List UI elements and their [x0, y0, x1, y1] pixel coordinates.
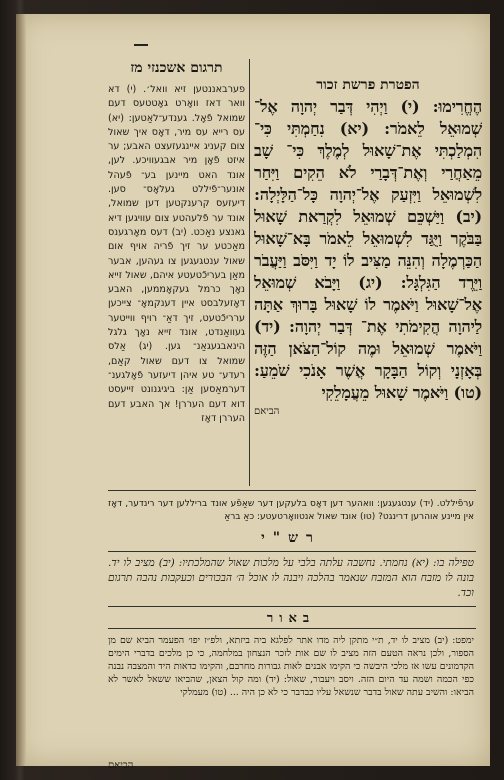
- rashi-heading: רש"י: [261, 530, 321, 546]
- haftarah-heading: הפטרת פרשת זכור: [316, 77, 420, 93]
- rule-divider: [108, 490, 476, 491]
- book-page: [16, 14, 490, 771]
- yiddish-translation-column: [108, 59, 245, 486]
- footnote-text: ערפֿיללט. (יד) ענטגעגען: וואהער דען דאָס בלעקען דער שאַפֿע אונד בריללען דער רינדער, דאָז אין מיינע אוהרען דרינגט? (טו) אונד שאול אנטוואָרטעטע: כאַ בראַ: [108, 499, 474, 522]
- page-gutter: [16, 14, 26, 766]
- biur-commentary: ימפט: (יב) מציב לו יד, ת״י מתקן ליה מדו אתר לפלגא ביה ביזתא, ולפ״ז יפו׳ הפעמר הביא שם מן הספור, ולכן נראה הטעם הזה מציב לו שם אות לזכר הנצחון במלחמה, כי כן מלכים בדברי הימים הקדמונים עשו אז מלכי היבשה כי הקימו אבנים לאות גבורות מחרבם, והקימו כדאות היד והמצבה נבנה כפי הכמה ושמה עד היום הזה. ויסב ויעבור, שאול: (יד) ומה קול הצאן, שהביאו ששאל לאשר לא הביאו: והשיב עתה שאול בדבר שנשאל עליו כבדבר כי לא כן היה ... (טו) מעמלקי: [108, 635, 474, 698]
- biur-heading: באור: [266, 611, 316, 626]
- rashi-commentary: טפילה בו: (יא) נחמתי. נחשבה עלתה בלבי על מלכות שאול שהמלכתיו: (יב) מציב לו יד. בונה לו מזבח הוא המזבח שנאמר בהלכה ויבנה לו אוכל ה׳ הבכורים וכעקבות נהבה תרגום וכד.: [108, 557, 474, 599]
- biur-catchword: הביאם: [108, 760, 134, 771]
- rule-divider: [108, 551, 476, 552]
- rule-divider: [108, 628, 476, 629]
- header-dash: [134, 44, 148, 46]
- column-divider: [249, 59, 250, 486]
- translation-text: פערבאננטען זיא וואל׳. (י) דא וואר דאז וואָרט גאָטטעס דעם שמואל פֿאָל. גענדע־לאַטען: (יא) עס רייא עס מיר, דאָס איך שאול צום קעניג איינגעזעצט האבע; ער איזט פֿאָן מיר אבגעוויכע. לען, אונד האט מיינען בע־ פֿעהל אונער־פֿיללט געלאָס־ סען. דיעזעס קרענקטען דען שמואל, אונד ער פֿלעהטע צום עוויגען דיא גאנצע נאַכט. (יב) דעס מאָרגענס מאַכטע ער זיך פֿריה אויף אום שאול ענטגעגען צו געהען, אבער מאַן בעריכֿטעטע איהם, שאול זייא נאָך כרמל געקאָממען, האבע דאָזעלבסט איין דענקמאָ־ צייכען ערריכֿטעט, זיך דאַ־ רויף ווייטער געוואַנדט, אונד זייא נאָך גלגל הינאבגעגאַנ־ גען. (יג) אַלס שמואל צו דעם שאול קאַם, רעדע־ טע איהן דיעזער פֿאָלגענ־ דערמאַסען אַן: ביגיגנונט זייעסט דוא דעם העררן! אך האבע דעם העררן דאָז: [108, 84, 245, 424]
- rule-divider: [108, 606, 476, 607]
- main-catchword: הביאם: [254, 406, 280, 417]
- main-hebrew-column: [254, 76, 482, 486]
- translation-heading: תרגום אשכנזי מז: [130, 60, 223, 76]
- haftarah-text: הֶחֱרִימוּ: (י) וַיְהִי דְּבַר יְהוָה אֶל־ שְׁמוּאֵל לֵאמֹר: (יא) נִחַמְתִּי כִּי־ הִמְלַכְתִּי אֶת־שָׁאוּל לְמֶלֶךְ כִּי־ שָׁב מֵאַחֲרַי וְאֶת־דְּבָרַי לֹא הֵקִים וַיִּחַר לִשְׁמוּאֵל וַיִּזְעַק אֶל־יְהוָה כָּל־הַלָּיְלָה: (יב) וַיַּשְׁכֵּם שְׁמוּאֵל לִקְרַאת שָׁאוּל בַּבֹּקֶר וַיֻּגַּד לִשְׁמוּאֵל לֵאמֹר בָּא־שָׁאוּל הַכַּרְמֶלָה וְהִנֵּה מַצִּיב לוֹ יָד וַיִּסֹּב וַיַּעֲבֹר וַיֵּרֶד הַגִּלְגָּל: (יג) וַיָּבֹא שְׁמוּאֵל אֶל־שָׁאוּל וַיֹּאמֶר לוֹ שָׁאוּל בָּרוּךְ אַתָּה לַיהוָה הֲקִימֹתִי אֶת־ דְּבַר יְהוָה: (יד) וַיֹּאמֶר שְׁמוּאֵל וּמֶה קוֹל־הַצֹּאן הַזֶּה בְּאָזְנָי וְקוֹל הַבָּקָר אֲשֶׁר אָנֹכִי שֹׁמֵעַ: (טו) וַיֹּאמֶר שָׁאוּל מֵעֲמָלֵקִי: [254, 97, 482, 402]
